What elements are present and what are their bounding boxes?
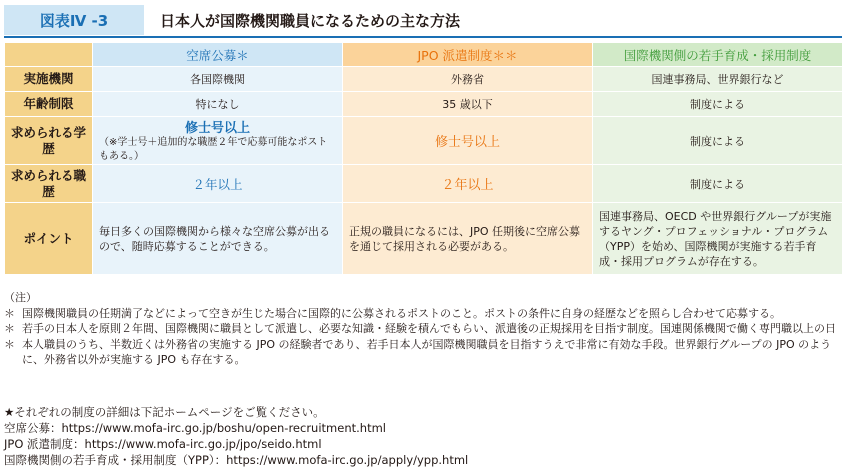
- figure-title: 日本人が国際機関職員になるための主な方法: [160, 11, 461, 30]
- table-cell: [343, 165, 593, 203]
- table-row: [5, 67, 843, 92]
- education-note: （※学士号＋追加的な職歴２年で応募可能なポストもある。）: [99, 137, 328, 162]
- note-text: 若手の日本人を原則２年間、国際機関に職員として派遣し、必要な知識・経験を積んでもらい、派遣後の正規採用を目指す制度。国連関係機関で働く専門職以上の日本人職員のうち、半数近くは外務省の実施する JPO の経験者であり、若手日本人が国際機関職員を目指すうえで非常に有効な手段。世界銀行グループの JPO のように、外務省以外が実施する JPO も存在する。: [22, 322, 836, 366]
- table-cell: 特になし: [93, 92, 343, 117]
- notes-section: [4, 290, 842, 368]
- links-section: [4, 404, 842, 468]
- link-jpo[interactable]: JPO 派遣制度：https://www.mofa-irc.go.jp/jpo/seido.html: [4, 437, 322, 451]
- table-header-row: [5, 43, 843, 67]
- table-cell: [93, 165, 343, 203]
- links-intro: ★それぞれの制度の詳細は下記ホームページをご覧ください。: [4, 405, 325, 419]
- education-requirement: 修士号以上: [184, 121, 250, 136]
- table-cell: 毎日多くの国際機関から様々な空席公募が出るので、随時応募することができる。: [93, 203, 343, 275]
- table-cell: 制度による: [593, 117, 843, 165]
- table-cell: [343, 117, 593, 165]
- figure-label: 図表Ⅳ -3: [4, 5, 144, 35]
- header-open-recruitment: 空席公募＊: [93, 43, 343, 67]
- table-cell: 外務省: [343, 67, 593, 92]
- row-label-education: [5, 117, 93, 165]
- table-cell: 35 歳以下: [343, 92, 593, 117]
- note-item: [4, 306, 842, 322]
- table-cell: 制度による: [593, 165, 843, 203]
- title-divider: [4, 36, 842, 38]
- notes-heading: （注）: [4, 291, 37, 304]
- link-open-recruitment[interactable]: 空席公募：https://www.mofa-irc.go.jp/boshu/open-recruitment.html: [4, 421, 386, 435]
- table-corner-cell: [5, 43, 93, 67]
- table-cell: [93, 117, 343, 165]
- experience-requirement: ２年以上: [441, 178, 494, 193]
- row-label-point: ポイント: [5, 203, 93, 275]
- education-requirement: 修士号以上: [434, 135, 500, 150]
- table-row: [5, 117, 843, 165]
- header-young-professional: 国際機関側の若手育成・採用制度: [593, 43, 843, 67]
- note-text: 国際機関職員の任期満了などによって空きが生じた場合に国際的に公募されるポストのこと。ポストの条件に自身の経歴などを照らし合わせて応募する。: [22, 306, 781, 320]
- row-label-text: 求められる学歴: [11, 124, 87, 156]
- note-mark: ＊: [4, 306, 15, 320]
- table-cell: 国連事務局、世界銀行など: [593, 67, 843, 92]
- table-cell: 国連事務局、OECD や世界銀行グループが実施するヤング・プロフェッショナル・プログラム（YPP）を始め、国際機関が実施する若手育成・採用プログラムが存在する。: [593, 203, 843, 275]
- link-ypp[interactable]: 国際機関側の若手育成・採用制度（YPP）：https://www.mofa-irc.go.jp/apply/ypp.html: [4, 453, 469, 467]
- experience-requirement: ２年以上: [192, 176, 243, 192]
- table-row: [5, 92, 843, 117]
- row-label-age-limit: 年齢制限: [5, 92, 93, 117]
- note-mark: ＊＊: [4, 322, 15, 351]
- row-label-experience: 求められる職歴: [5, 165, 93, 203]
- header-jpo: JPO 派遣制度＊＊: [343, 43, 593, 67]
- note-item: [4, 321, 842, 368]
- figure-header: [0, 0, 846, 40]
- table-cell: 正規の職員になるには、JPO 任期後に空席公募を通じて採用される必要がある。: [343, 203, 593, 275]
- table-row: [5, 203, 843, 275]
- table-row: [5, 165, 843, 203]
- table-cell: 制度による: [593, 92, 843, 117]
- row-label-organization: 実施機関: [5, 67, 93, 92]
- table-cell: 各国際機関: [93, 67, 343, 92]
- comparison-table: [4, 42, 843, 275]
